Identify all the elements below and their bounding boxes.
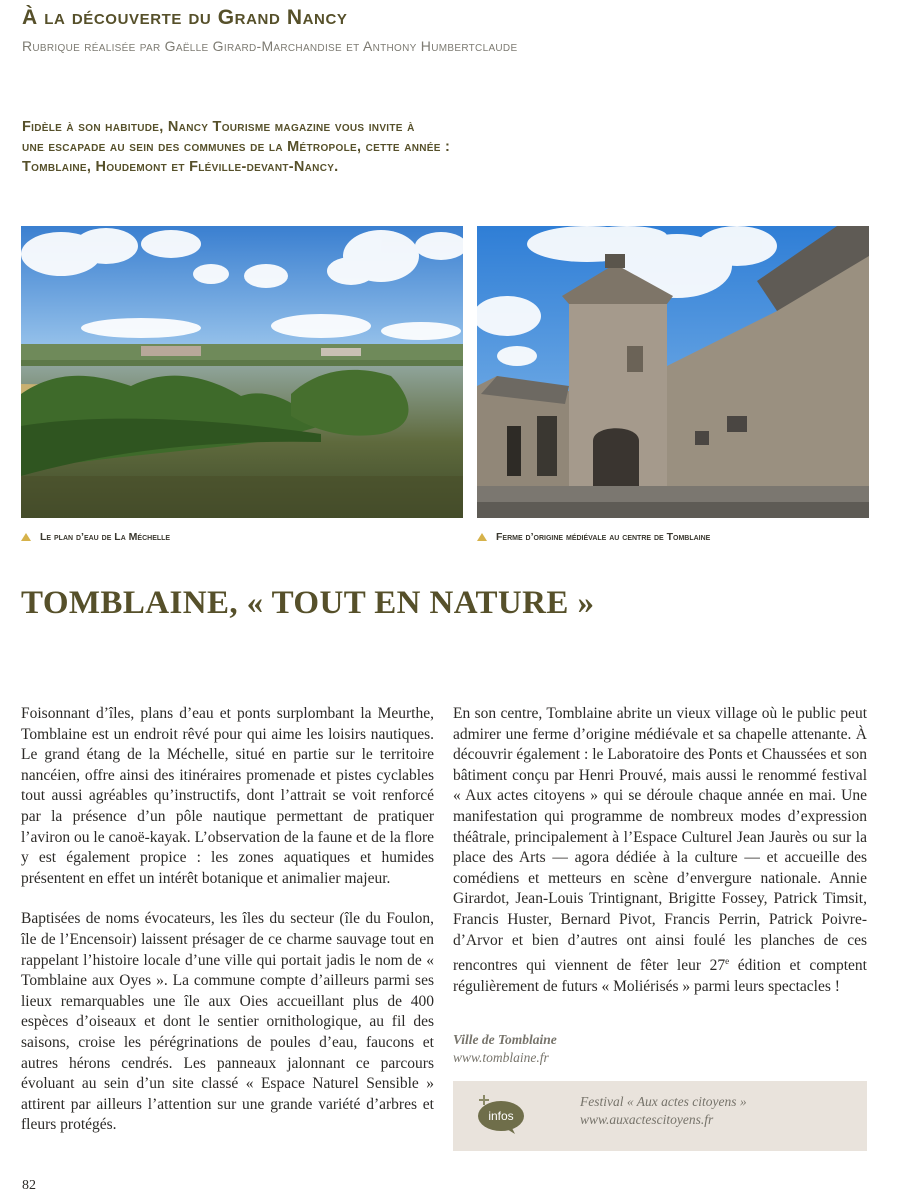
section-credit: Rubrique réalisée par Gaëlle Girard-Marchandise et Anthony Humbertclaude [22,38,518,54]
caption-triangle-icon [21,533,31,541]
farm-caption-text: Ferme d’origine médiévale au centre de Tomblaine [496,531,711,543]
festival-name: Festival « Aux actes citoyens » [580,1094,747,1109]
contact-url[interactable]: www.tomblaine.fr [453,1050,549,1065]
article-text: édition et comptent régulièrement de futurs « Moliérisés » parmi leurs spectacles ! [453,957,867,995]
infos-box [453,1081,867,1151]
superscript: e [725,956,730,967]
lake-caption [21,531,170,543]
article-paragraph: Foisonnant d’îles, plans d’eau et ponts surplombant la Meurthe, Tomblaine est un endroit rêvé pour qui aime les loisirs nautiques. Le grand étang de la Méchelle, situé en partie sur le territoire nancéien, offre ainsi des itinéraires promenade et pistes cyclables tout aussi agréables qu’instructifs, dont l’attrait se voit renforcé par la présence d’un pôle nautique permettant de pratiquer l’aviron ou le canoë-kayak. L’observation de la faune et de la flore y est également propice : les zones aquatiques et humides présentent en effet un intérêt botanique et animalier majeur. [21,705,434,887]
infos-text [580,1093,747,1129]
article-title: TOMBLAINE, « TOUT EN NATURE » [21,585,595,621]
article-text: En son centre, Tomblaine abrite un vieux village où le public peut admirer une ferme d’origine médiévale et sa chapelle attenante. À découvrir également : le Laboratoire des Ponts et Chaussées et son bâtiment conçu par Henri Prouvé, mais aussi le renommé festival « Aux actes citoyens » qui se déroule chaque année en mai. Une manifestation qui programme de nombreux modes d’expression théâtrale, principalement à l’Espace Culturel Jean Jaurès ou sur la place des Arts — agora dédiée à la culture — et accueille des comédiens et metteurs en scène d’envergure nationale. Annie Girardot, Jean-Louis Trintignant, Brigitte Fossey, Patrick Timsit, Francis Huster, Bernard Pivot, Francis Perrin, Patrick Poivre-d’Arvor et bien d’autres ont ainsi foulé les planches de ces rencontres qui viennent de fêter leur 27 [453,705,867,975]
article-column-right [453,704,867,997]
lake-caption-text: Le plan d’eau de La Méchelle [40,531,171,543]
festival-url[interactable]: www.auxactescitoyens.fr [580,1112,714,1127]
intro-line: une escapade au sein des communes de la Métropole, cette année : [22,139,451,155]
section-title: À la découverte du Grand Nancy [22,6,348,29]
lake-photo [21,226,463,518]
article-paragraph: Baptisées de noms évocateurs, les îles du secteur (île du Foulon, île de l’Encensoir) laissent présager de ce charme sauvage tout en rappelant l’histoire locale d’une ville qui portait jadis le nom de « Tomblaine aux Oyes ». La commune compte d’ailleurs parmi ses lieux remarquables une île aux Oies accueillant plus de 400 espèces d’oiseaux et dont le sentier ornithologique, au fil des saisons, croise les pérégrinations de poules d’eau, faucons et autres hérons cendrés. Les panneaux jalonnant ce parcours évoluant au sein d’un site classé « Espace Naturel Sensible » attirent par ailleurs l’attention sur une grande variété d’arbres et fleurs protégés. [21,910,434,1134]
caption-triangle-icon [477,533,487,541]
farm-photo [477,226,869,518]
contact-block [453,1031,557,1067]
farm-caption [477,531,710,543]
intro-line: Fidèle à son habitude, Nancy Tourisme magazine vous invite à [22,119,415,135]
infos-badge-icon [475,1095,527,1135]
page-number: 82 [22,1178,36,1193]
article-column-left [21,704,434,1136]
infos-badge-text: infos [488,1109,514,1123]
article-paragraph [453,704,867,997]
intro-line: Tomblaine, Houdemont et Fléville-devant-Nancy. [22,159,339,175]
intro-text [22,117,622,177]
contact-name: Ville de Tomblaine [453,1032,557,1047]
